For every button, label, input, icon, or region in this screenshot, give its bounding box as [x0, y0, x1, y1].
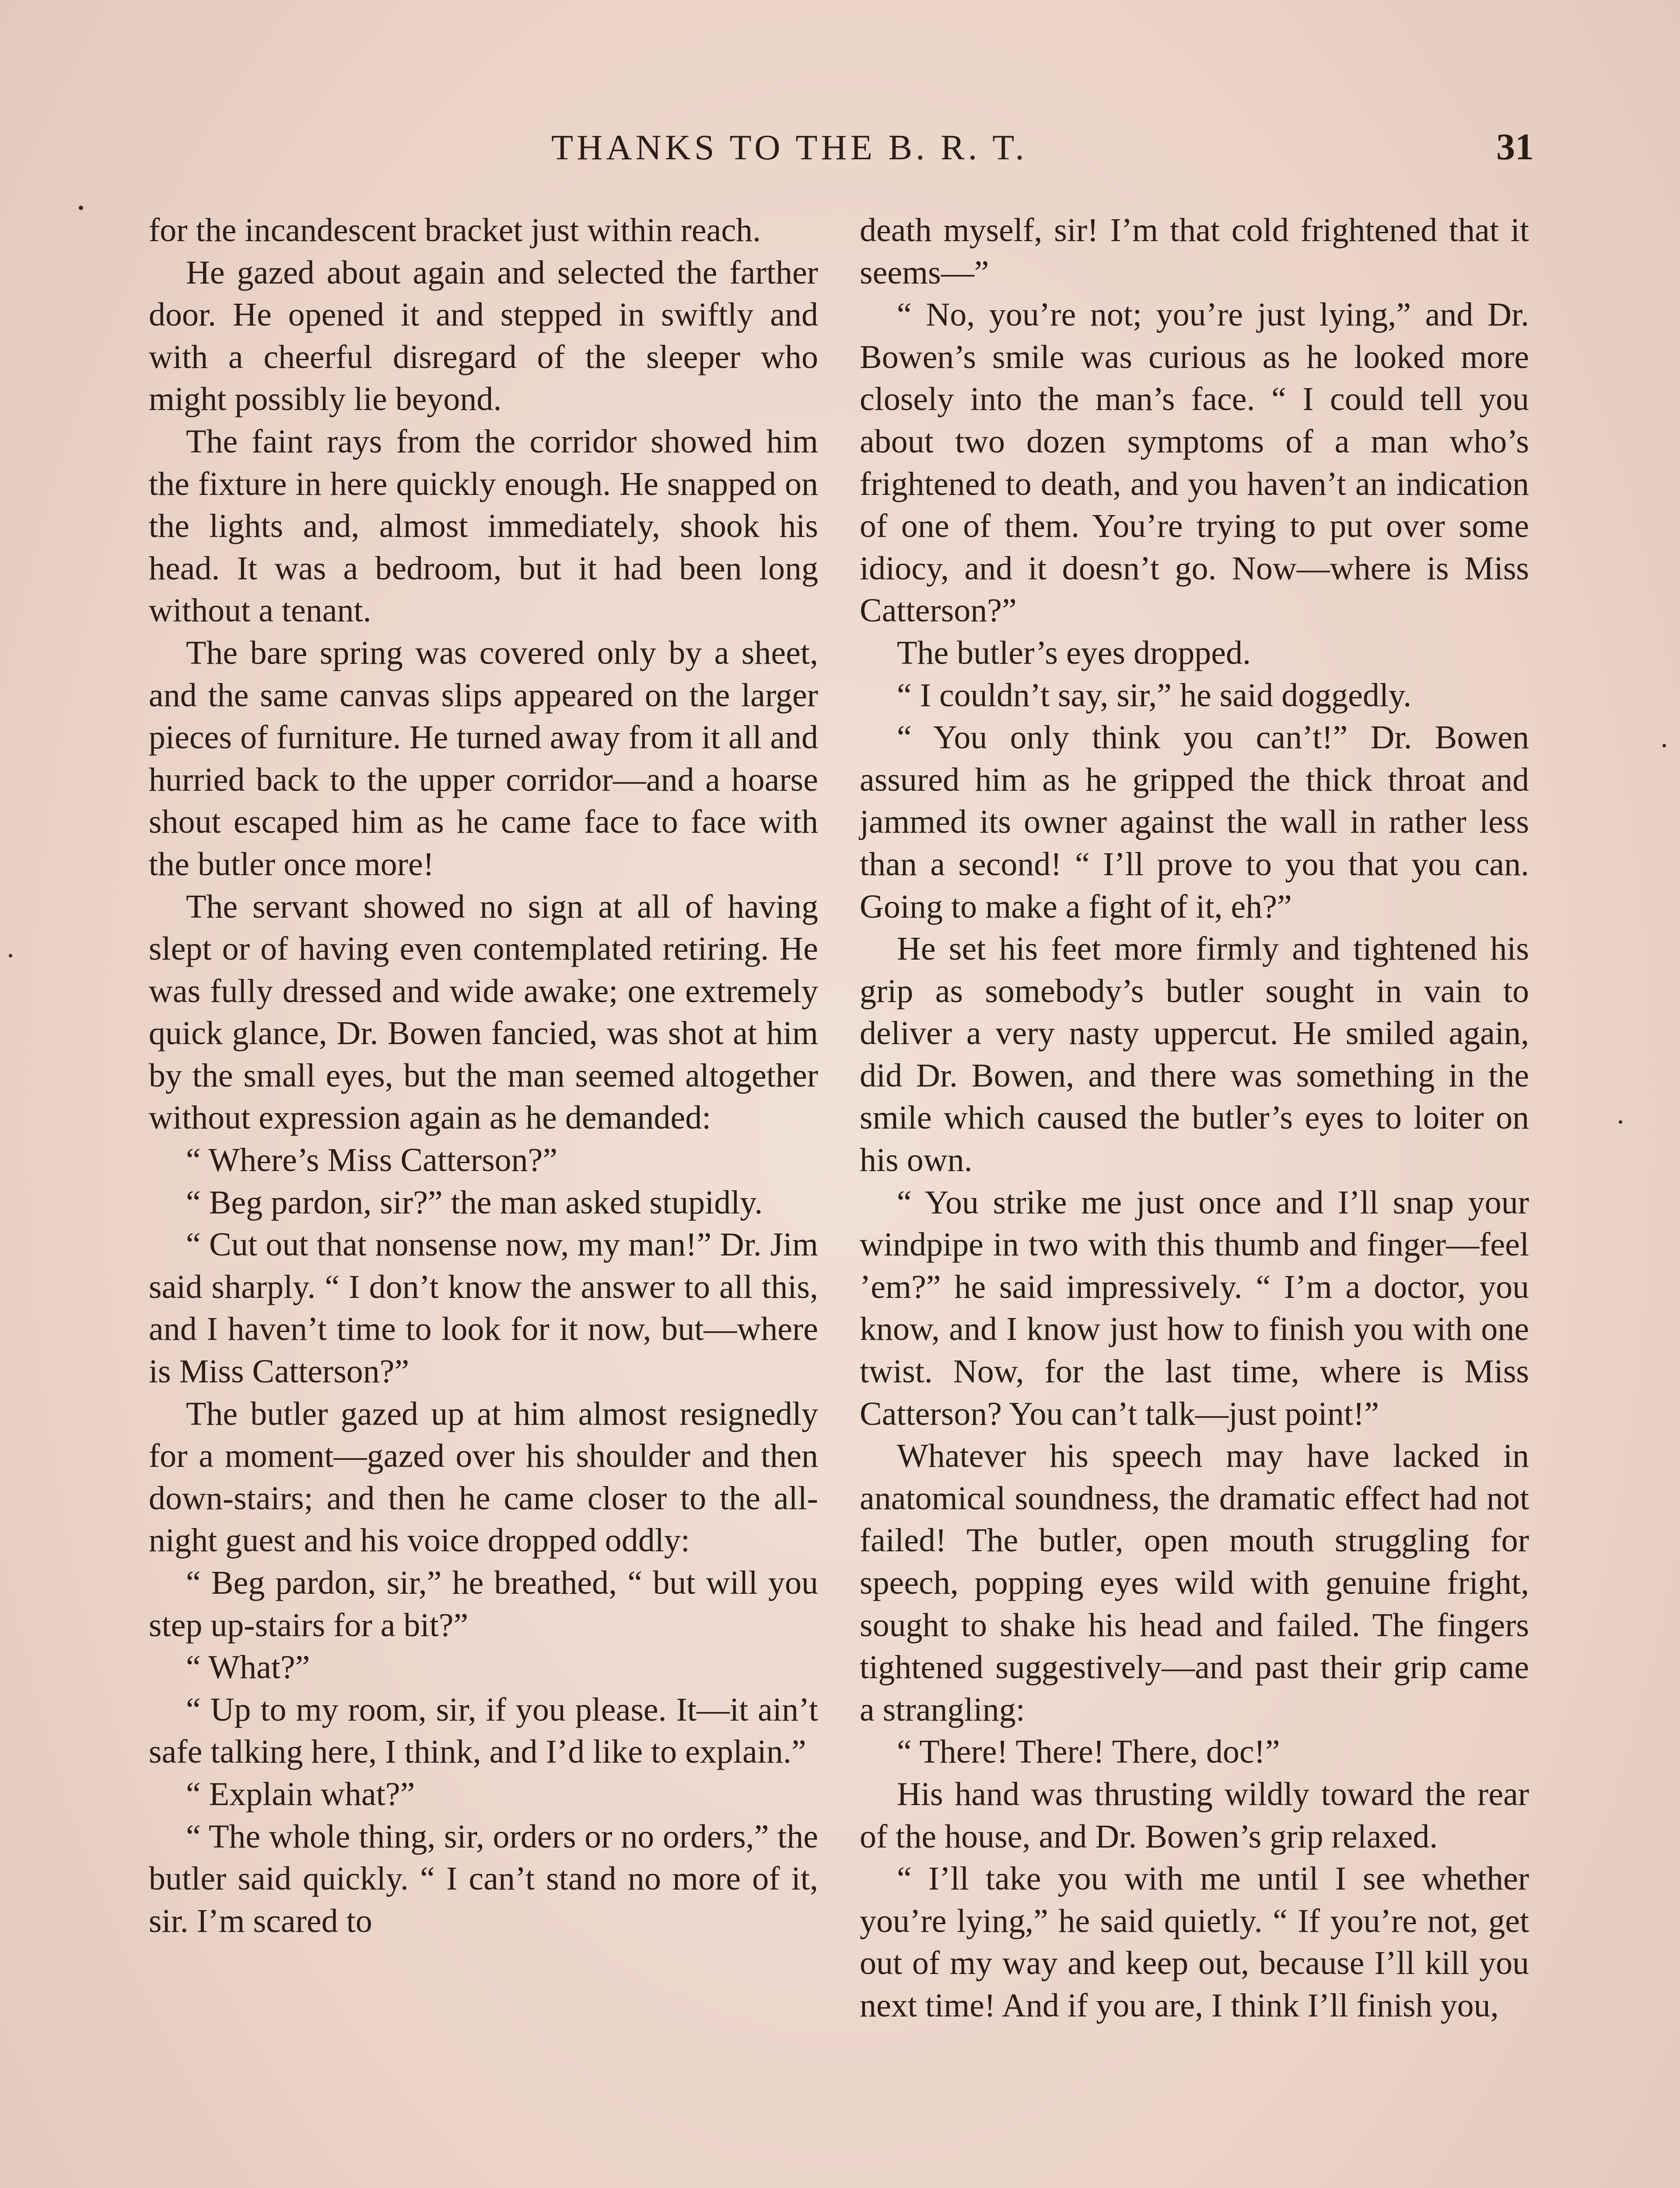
- paragraph: His hand was thrusting wildly toward the rear of the house, and Dr. Bowen’s grip relaxed.: [860, 1775, 1529, 1855]
- left-column: [149, 209, 818, 1942]
- paragraph: “ There! There! There, doc!”: [897, 1733, 1280, 1771]
- paragraph: The bare spring was covered only by a sheet, and the same canvas slips appeared on the larger pieces of furniture. He turned away from it all and hurried back to the upper corridor—and a hoarse shout escaped him as he came face to face with the butler once more!: [149, 634, 818, 883]
- paragraph: “ Up to my room, sir, if you please. It—it ain’t safe talking here, I think, and I’d like to explain.”: [149, 1691, 818, 1771]
- paragraph: He gazed about again and selected the farther door. He opened it and stepped in swiftly and with a cheerful disregard of the sleeper who might possibly lie beyond.: [149, 254, 818, 418]
- paragraph: He set his feet more firmly and tightened his grip as somebody’s butler sought in vain to deliver a very nasty uppercut. He smiled again, did Dr. Bowen, and there was something in the smile which caused the butler’s eyes to loiter on his own.: [860, 930, 1529, 1179]
- paragraph: death myself, sir! I’m that cold frightened that it seems—”: [860, 212, 1529, 291]
- paragraph: “ I couldn’t say, sir,” he said doggedly.: [897, 677, 1412, 714]
- running-head: THANKS TO THE B. R. T.: [551, 127, 1028, 167]
- page-number: 31: [1496, 126, 1534, 168]
- paragraph: “ The whole thing, sir, orders or no orders,” the butler said quickly. “ I can’t stand no more of it, sir. I’m scared to: [149, 1818, 818, 1939]
- paragraph: “ No, you’re not; you’re just lying,” and Dr. Bowen’s smile was curious as he looked more closely into the man’s face. “ I could tell you about two dozen symptoms of a man who’s frightened to death, and you haven’t an indication of one of them. You’re trying to put over some idiocy, and it doesn’t go. Now—where is Miss Catterson?”: [860, 296, 1529, 629]
- paragraph: “ Where’s Miss Catterson?”: [186, 1142, 558, 1179]
- paragraph: “ Beg pardon, sir?” the man asked stupidly.: [186, 1184, 763, 1221]
- paragraph: “ Beg pardon, sir,” he breathed, “ but will you step up-stairs for a bit?”: [149, 1564, 818, 1644]
- paragraph: for the incandescent bracket just within reach.: [149, 212, 761, 249]
- right-column: [860, 209, 1529, 2027]
- paragraph: The butler gazed up at him almost resignedly for a moment—gazed over his shoulder and then down-stairs; and then he came closer to the all-night guest and his voice dropped oddly:: [149, 1395, 818, 1559]
- print-speck: [79, 206, 83, 210]
- paragraph: Whatever his speech may have lacked in anatomical soundness, the dramatic effect had not failed! The butler, open mouth struggling for speech, popping eyes wild with genuine fright, sought to shake his head and failed. The fingers tightened suggestively—and past their grip came a strangling:: [860, 1438, 1529, 1728]
- paragraph: “ I’ll take you with me until I see whether you’re lying,” he said quietly. “ If you’re not, get out of my way and keep out, because I’ll kill you next time! And if you are, I think I’ll finish you,: [860, 1860, 1529, 2024]
- paragraph: “ You strike me just once and I’ll snap your windpipe in two with this thumb and finger—feel ’em?” he said impressively. “ I’m a doctor, you know, and I know just how to finish you with one twist. Now, for the last time, where is Miss Catterson? You can’t talk—just point!”: [860, 1184, 1529, 1432]
- print-speck: [9, 954, 12, 957]
- print-speck: [1662, 744, 1666, 747]
- paragraph: “ Explain what?”: [186, 1775, 415, 1813]
- paragraph: “ You only think you can’t!” Dr. Bowen assured him as he gripped the thick throat and jammed its owner against the wall in rather less than a second! “ I’ll prove to you that you can. Going to make a fight of it, eh?”: [860, 719, 1529, 925]
- paragraph: The faint rays from the corridor showed him the fixture in here quickly enough. He snapped on the lights and, almost immediately, shook his head. It was a bedroom, but it had been long without a tenant.: [149, 423, 818, 629]
- paragraph: “ Cut out that nonsense now, my man!” Dr. Jim said sharply. “ I don’t know the answer to all this, and I haven’t time to look for it now, but—where is Miss Catterson?”: [149, 1226, 818, 1390]
- paragraph: The butler’s eyes dropped.: [897, 634, 1251, 671]
- print-speck: [1619, 1120, 1622, 1124]
- paragraph: “ What?”: [186, 1649, 310, 1686]
- paragraph: The servant showed no sign at all of having slept or of having even contemplated retiring. He was fully dressed and wide awake; one extremely quick glance, Dr. Bowen fancied, was shot at him by the small eyes, but the man seemed altogether without expression again as he demanded:: [149, 888, 818, 1136]
